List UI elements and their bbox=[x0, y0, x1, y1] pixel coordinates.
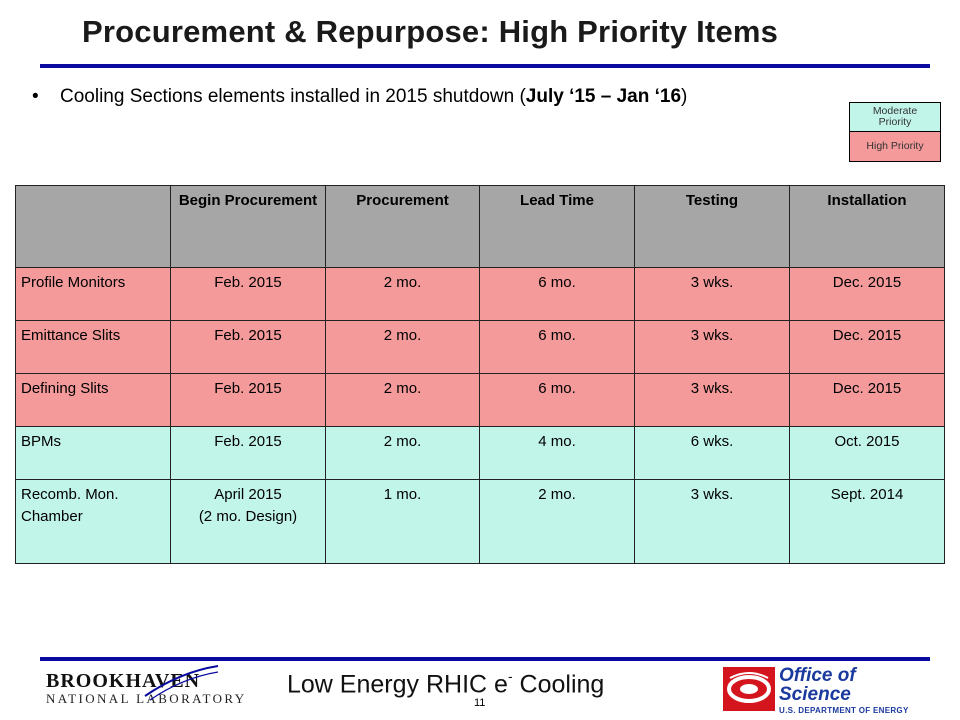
item-name: BPMs bbox=[16, 427, 171, 480]
table-row bbox=[16, 427, 945, 480]
lead-time-cell: 2 mo. bbox=[480, 480, 635, 564]
table-row bbox=[16, 480, 945, 564]
installation-cell: Sept. 2014 bbox=[790, 480, 945, 564]
doe-department: U.S. DEPARTMENT OF ENERGY bbox=[779, 706, 909, 715]
procurement-cell: 1 mo. bbox=[326, 480, 480, 564]
testing-cell: 3 wks. bbox=[635, 374, 790, 427]
item-name: Recomb. Mon. Chamber bbox=[16, 480, 171, 564]
top-rule bbox=[40, 64, 930, 68]
begin-procurement-cell: Feb. 2015 bbox=[171, 374, 326, 427]
procurement-cell: 2 mo. bbox=[326, 268, 480, 321]
procurement-cell: 2 mo. bbox=[326, 427, 480, 480]
testing-cell: 3 wks. bbox=[635, 321, 790, 374]
installation-cell: Dec. 2015 bbox=[790, 268, 945, 321]
header-begin-procurement: Begin Procurement bbox=[171, 186, 326, 268]
bullet-line bbox=[32, 86, 687, 108]
testing-cell: 3 wks. bbox=[635, 268, 790, 321]
bnl-subtitle: NATIONAL LABORATORY bbox=[46, 691, 247, 706]
page-number: 11 bbox=[474, 697, 486, 709]
table-header-row bbox=[16, 186, 945, 268]
testing-cell: 6 wks. bbox=[635, 427, 790, 480]
footer-title: Low Energy RHIC e- Cooling bbox=[287, 668, 605, 699]
item-name: Emittance Slits bbox=[16, 321, 171, 374]
bottom-rule bbox=[40, 657, 930, 661]
begin-date: April 2015 bbox=[214, 486, 282, 503]
begin-procurement-cell: Feb. 2015 bbox=[171, 427, 326, 480]
lead-time-cell: 6 mo. bbox=[480, 321, 635, 374]
table-row bbox=[16, 268, 945, 321]
table-row bbox=[16, 321, 945, 374]
header-procurement: Procurement bbox=[326, 186, 480, 268]
installation-cell: Dec. 2015 bbox=[790, 374, 945, 427]
bnl-swoosh-icon bbox=[140, 662, 220, 702]
lead-time-cell: 4 mo. bbox=[480, 427, 635, 480]
slide-title: Procurement & Repurpose: High Priority Items bbox=[82, 14, 779, 49]
bullet-text-dates: July ‘15 – Jan ‘16 bbox=[525, 86, 682, 107]
procurement-cell: 2 mo. bbox=[326, 374, 480, 427]
header-empty bbox=[16, 186, 171, 268]
begin-procurement-cell bbox=[171, 480, 326, 564]
item-name: Profile Monitors bbox=[16, 268, 171, 321]
priority-legend bbox=[849, 102, 941, 162]
doe-emblem-icon bbox=[722, 666, 776, 712]
doe-office-of: Office of bbox=[779, 665, 856, 686]
installation-cell: Oct. 2015 bbox=[790, 427, 945, 480]
bnl-wordmark: BROOKHAVEN bbox=[46, 670, 201, 692]
begin-procurement-cell: Feb. 2015 bbox=[171, 268, 326, 321]
lead-time-cell: 6 mo. bbox=[480, 374, 635, 427]
legend-high: High Priority bbox=[850, 132, 940, 161]
procurement-table bbox=[15, 185, 945, 564]
testing-cell: 3 wks. bbox=[635, 480, 790, 564]
table-row bbox=[16, 374, 945, 427]
bullet-marker: • bbox=[32, 86, 39, 107]
procurement-cell: 2 mo. bbox=[326, 321, 480, 374]
lead-time-cell: 6 mo. bbox=[480, 268, 635, 321]
begin-procurement-cell: Feb. 2015 bbox=[171, 321, 326, 374]
bullet-text-suffix: ) bbox=[681, 86, 688, 107]
bullet-text-prefix: Cooling Sections elements installed in 2015 shutdown ( bbox=[60, 86, 526, 107]
legend-moderate: Moderate Priority bbox=[850, 103, 940, 132]
header-testing: Testing bbox=[635, 186, 790, 268]
design-note: (2 mo. Design) bbox=[198, 508, 298, 525]
doe-science: Science bbox=[779, 684, 851, 705]
header-lead-time: Lead Time bbox=[480, 186, 635, 268]
header-installation: Installation bbox=[790, 186, 945, 268]
installation-cell: Dec. 2015 bbox=[790, 321, 945, 374]
item-name: Defining Slits bbox=[16, 374, 171, 427]
